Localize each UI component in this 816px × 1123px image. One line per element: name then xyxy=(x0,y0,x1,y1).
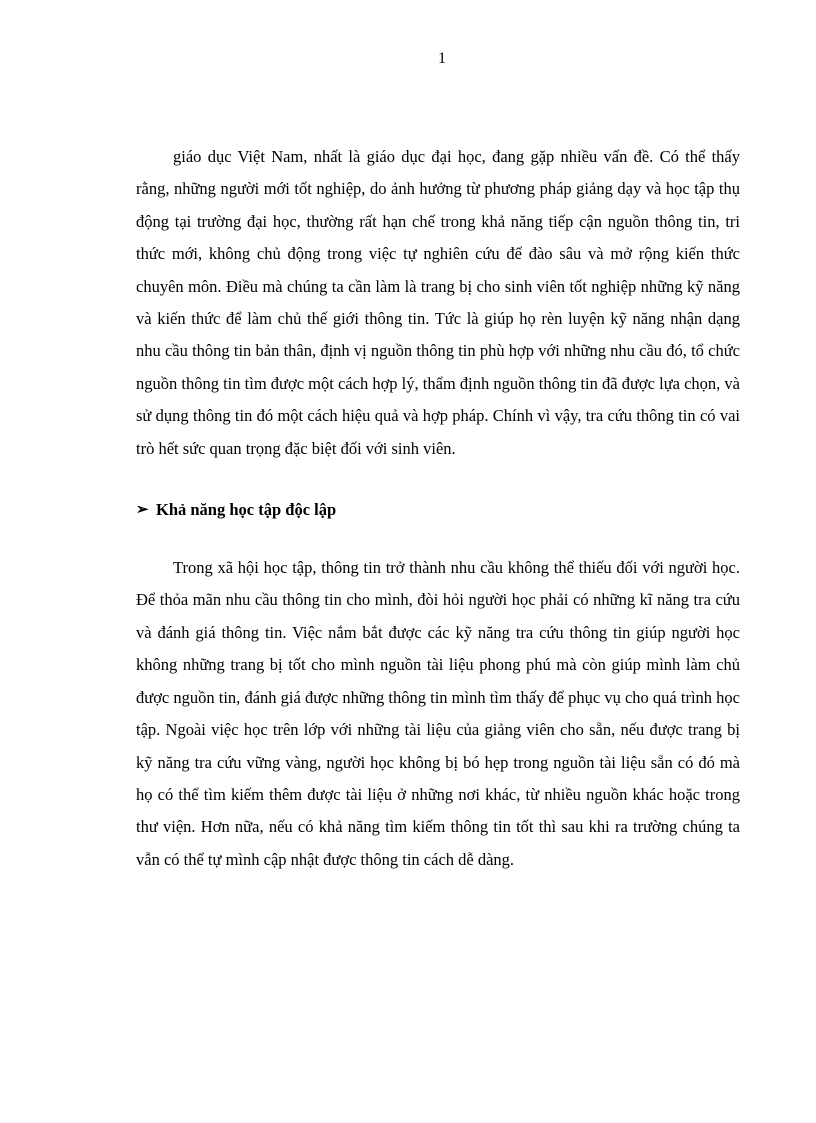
section-heading xyxy=(136,498,740,522)
section-heading-text: Khả năng học tập độc lập xyxy=(156,500,337,520)
document-body xyxy=(136,141,740,876)
paragraph-intro: giáo dục Việt Nam, nhất là giáo dục đại học, đang gặp nhiều vấn đề. Có thể thấy rằng, những người mới tốt nghiệp, do ảnh hưởng từ phương pháp giảng dạy và học tập thụ động tại trường đại học, thường rất hạn chế trong khả năng tiếp cận nguồn thông tin, tri thức mới, không chủ động trong việc tự nghiên cứu để đào sâu và mở rộng kiến thức chuyên môn. Điều mà chúng ta cần làm là trang bị cho sinh viên tốt nghiệp những kỹ năng và kiến thức để làm chủ thế giới thông tin. Tức là giúp họ rèn luyện kỹ năng nhận dạng nhu cầu thông tin bản thân, định vị nguồn thông tin phù hợp với những nhu cầu đó, tổ chức nguồn thông tin tìm được một cách hợp lý, thẩm định nguồn thông tin đã được lựa chọn, và sử dụng thông tin đó một cách hiệu quả và hợp pháp. Chính vì vậy, tra cứu thông tin có vai trò hết sức quan trọng đặc biệt đối với sinh viên. xyxy=(136,147,740,458)
paragraph-independent-learning: Trong xã hội học tập, thông tin trở thành nhu cầu không thể thiếu đối với người học. Để thỏa mãn nhu cầu thông tin cho mình, đòi hỏi người học phải có những kĩ năng tra cứu và đánh giá thông tin. Việc nắm bắt được các kỹ năng tra cứu thông tin giúp người học không những trang bị tốt cho mình nguồn tài liệu phong phú mà còn giúp mình làm chủ được nguồn tin, đánh giá được những thông tin mình tìm thấy để phục vụ cho quá trình học tập. Ngoài việc học trên lớp với những tài liệu của giảng viên cho sẵn, nếu được trang bị kỹ năng tra cứu vững vàng, người học không bị bó hẹp trong nguồn tài liệu sẵn có đó mà họ có thể tìm kiếm thêm được tài liệu ở những nơi khác, từ nhiều nguồn khác hoặc trong thư viện. Hơn nữa, nếu có khả năng tìm kiếm thông tin tốt thì sau khi ra trường chúng ta vẫn có thể tự mình cập nhật được thông tin cách dễ dàng. xyxy=(136,558,740,869)
arrow-bullet-icon: ➢ xyxy=(136,502,149,519)
page-number: 1 xyxy=(438,50,446,67)
